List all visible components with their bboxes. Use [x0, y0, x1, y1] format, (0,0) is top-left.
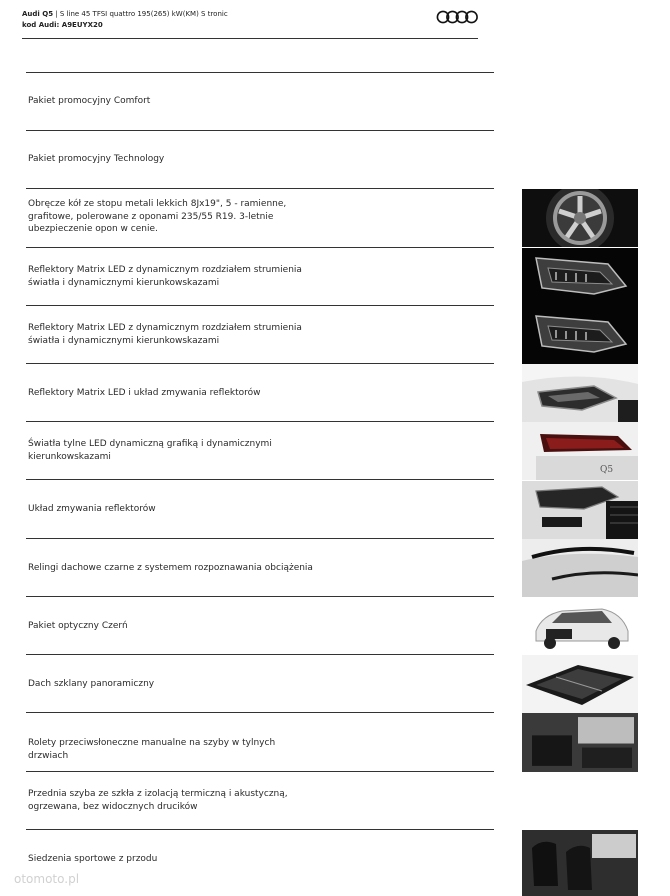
feature-label: Dach szklany panoramiczny [28, 679, 155, 689]
feature-row [26, 830, 494, 896]
car-front-image [522, 597, 638, 655]
model-code: kod Audi: A9EUYX20 [22, 21, 103, 29]
feature-row [26, 655, 494, 713]
feature-row [26, 306, 494, 364]
wheel-rim-image [522, 189, 638, 247]
feature-row [26, 131, 494, 189]
rear-interior-image [522, 713, 638, 772]
svg-text:Q5: Q5 [600, 465, 614, 475]
headlight-dark-image [522, 248, 638, 306]
feature-label: Układ zmywania reflektorów [28, 504, 156, 514]
panoramic-roof-image [522, 655, 638, 713]
feature-label: Rolety przeciwsłoneczne manualne na szyby w tylnych drzwiach [28, 738, 276, 761]
feature-label: Światła tylne LED dynamiczną grafiką i dynamicznymi kierunkowskazami [28, 439, 272, 462]
model-title: Audi Q5 | S line 45 TFSI quattro 195(265) kW(KM) S tronic [22, 10, 228, 18]
feature-row [26, 772, 494, 830]
feature-label: Pakiet promocyjny Comfort [28, 96, 151, 106]
headlight-front-image [522, 364, 638, 422]
audi-rings-icon [436, 10, 480, 24]
watermark: otomoto.pl [14, 872, 80, 886]
feature-row [26, 713, 494, 772]
sport-seats-image [522, 830, 638, 896]
headlight-washer-image [522, 481, 638, 539]
roof-rails-image [522, 539, 638, 597]
feature-row [26, 480, 494, 539]
feature-label: Siedzenia sportowe z przodu [28, 854, 158, 864]
feature-label: Reflektory Matrix LED z dynamicznym rozdziałem strumienia światła i dynamicznymi kierunkowskazami [28, 265, 302, 288]
feature-row [26, 539, 494, 597]
feature-label: Relingi dachowe czarne z systemem rozpoznawania obciążenia [28, 563, 313, 573]
feature-label: Pakiet promocyjny Technology [28, 154, 165, 164]
feature-row [26, 422, 494, 480]
feature-row [26, 364, 494, 422]
feature-label: Przednia szyba ze szkła z izolacją termiczną i akustyczną, ogrzewana, bez widocznych drucików [28, 789, 288, 812]
feature-row [26, 597, 494, 655]
feature-label: Obręcze kół ze stopu metali lekkich 8Jx19", 5 - ramienne, grafitowe, polerowane z oponami 235/55 R19. 3-letnie ubezpieczenie opon w cenie. [28, 199, 287, 234]
headlight-dark-image [522, 306, 638, 364]
feature-label: Reflektory Matrix LED i układ zmywania reflektorów [28, 388, 261, 398]
feature-row [26, 189, 494, 248]
feature-row [26, 248, 494, 306]
feature-label: Reflektory Matrix LED z dynamicznym rozdziałem strumienia światła i dynamicznymi kierunkowskazami [28, 323, 302, 346]
feature-label: Pakiet optyczny Czerń [28, 621, 128, 631]
feature-row [26, 73, 494, 131]
document-header [22, 8, 478, 39]
taillight-image [522, 422, 638, 480]
